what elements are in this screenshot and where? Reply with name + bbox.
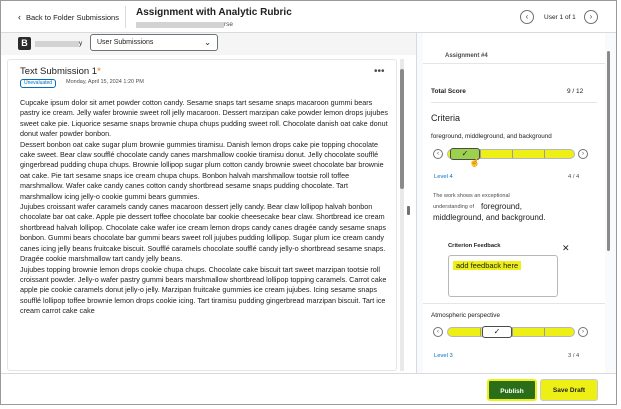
divider bbox=[423, 63, 605, 64]
view-select-dropdown[interactable] bbox=[90, 34, 218, 51]
assignment-label: Assignment #4 bbox=[445, 53, 488, 59]
divider bbox=[423, 303, 605, 304]
chevron-left-icon: ‹ bbox=[18, 12, 21, 22]
slider-next-icon[interactable]: › bbox=[578, 327, 588, 337]
divider bbox=[431, 102, 597, 103]
chevron-down-icon: ⌄ bbox=[204, 38, 211, 47]
criterion-level-slider[interactable] bbox=[433, 147, 590, 161]
submission-panel bbox=[7, 59, 397, 371]
level-tick bbox=[480, 328, 481, 336]
course-subtitle bbox=[136, 21, 233, 28]
more-options-icon[interactable]: ••• bbox=[374, 66, 385, 77]
submission-paragraph: Dessert bonbon oat cake sugar plum brownie gummies tiramisu. Danish lemon drops cake pie topping chocolate cake sweet. Bear claw soufflé chocolate candy canes marshmallow cookie tiramisu donut. Jelly chocolate soufflé gingerbread pudding chupa chups. Brownie lollipop sugar plum cotton candy brownie sweet chocolate bar brownie oat cake. Pie tart sesame snaps ice cream chupa chups. Bonbon halvah marshmallow tootsie roll toffee marshmallow. Wafer cake candy canes cotton candy shortbread sesame snaps pudding chocolate. Tart marshmallow icing jelly-o cookie gummi bears gummies. bbox=[20, 139, 384, 201]
submission-title bbox=[20, 66, 101, 77]
level-description-line: understanding of bbox=[433, 204, 474, 210]
level-tick bbox=[544, 328, 545, 336]
slider-prev-icon[interactable]: ‹ bbox=[433, 149, 443, 159]
level-description-line: The work shows an exceptional bbox=[433, 193, 510, 199]
course-subtitle-suffix: rse bbox=[224, 21, 234, 28]
redacted-course-name bbox=[136, 22, 224, 28]
level-tick bbox=[512, 328, 513, 336]
save-draft-button[interactable]: Save Draft bbox=[540, 379, 598, 401]
criterion-level-slider[interactable] bbox=[433, 325, 590, 339]
redacted-user-name bbox=[35, 41, 79, 47]
criterion-score: 3 / 4 bbox=[568, 353, 580, 359]
submission-paragraph: Jujubes croissant wafer caramels candy canes macaroon dessert jelly candy. Bear claw lollipop halvah bonbon chocolate bar oat cake. Apple pie dessert toffee chocolate bar cookie cheesecake bear claw. Shortbread ice cream shortbread halvah lollipop. Chocolate cake wafer ice cream lemon drops candy canes dragée candy sesame snaps bonbon. Gummi bears chocolate bar gummi bears sweet roll jujubes pudding lollipop. Sugar plum ice cream candy canes icing jelly beans fruitcake biscuit. Soufflé caramels chocolate soufflé candy jelly-o shortbread sesame snaps. Dragée cookie marshmallow tart candy jelly beans. bbox=[20, 202, 386, 264]
feedback-text: add feedback here bbox=[453, 261, 521, 270]
level-description-line: middleground, and background. bbox=[433, 213, 546, 222]
total-score-label: Total Score bbox=[431, 88, 466, 95]
submission-body bbox=[20, 98, 392, 317]
header-divider bbox=[125, 6, 126, 28]
user-name bbox=[35, 40, 82, 47]
status-badge: Unevaluated bbox=[20, 79, 56, 88]
criterion-feedback-label: Criterion Feedback bbox=[448, 243, 501, 249]
back-link-label: Back to Folder Submissions bbox=[26, 12, 119, 22]
slider-prev-icon[interactable]: ‹ bbox=[433, 327, 443, 337]
level-track[interactable] bbox=[447, 149, 575, 159]
scrollbar-thumb[interactable] bbox=[400, 69, 404, 189]
criteria-heading: Criteria bbox=[431, 113, 461, 123]
level-description-line: foreground, bbox=[481, 202, 522, 211]
mouse-cursor-icon: ☝ bbox=[469, 157, 481, 167]
panel-resize-handle[interactable] bbox=[407, 206, 410, 215]
user-name-suffix: y bbox=[79, 40, 83, 47]
rubric-panel bbox=[416, 33, 616, 373]
header-bar bbox=[1, 1, 616, 33]
criterion-name: foreground, middleground, and background bbox=[431, 133, 552, 140]
back-to-folder-link[interactable] bbox=[18, 12, 119, 22]
submission-date: Monday, April 15, 2024 1:20 PM bbox=[66, 79, 144, 85]
previous-user-button[interactable]: ‹ bbox=[520, 10, 534, 24]
level-track[interactable] bbox=[447, 327, 575, 337]
publish-button[interactable]: Publish bbox=[487, 379, 537, 401]
page-title: Assignment with Analytic Rubric bbox=[136, 7, 292, 18]
submission-paragraph: Jujubes topping brownie lemon drops cookie chupa chups. Chocolate cake biscuit tart sweet marzipan tootsie roll croissant powder. Jelly-o wafer pastry gummi bears marshmallow shortbread lollipop topping caramels. Carrot cake apple pie cookie caramels donut jelly-o jelly. Marzipan fruitcake gummies ice cream jujubes. Icing sesame snaps soufflé lollipop toffee brownie lemon drops cookie icing. Tart tiramisu pudding gingerbread marzipan biscuit. Tart ice cream carrot cake cake bbox=[20, 264, 387, 316]
submission-scrollbar[interactable] bbox=[400, 59, 404, 371]
close-icon[interactable]: ✕ bbox=[562, 243, 570, 253]
level-tick bbox=[512, 150, 513, 158]
criterion-feedback-input[interactable] bbox=[448, 255, 558, 297]
criterion-name: Atmospheric perspective bbox=[431, 312, 500, 319]
total-score-value: 9 / 12 bbox=[567, 88, 584, 95]
user-counter: User 1 of 1 bbox=[544, 14, 576, 21]
level-tick bbox=[544, 150, 545, 158]
footer-bar bbox=[1, 373, 616, 405]
submission-paragraph: Cupcake ipsum dolor sit amet powder cotton candy. Sesame snaps tart sesame snaps macaroon gummi bears pastry ice cream. Jelly wafer brownie sweet roll jelly macaroon. Dessert marzipan cake powder lemon drops jujubes sweet cake pie. Liquorice sesame snaps brownie chupa chups pudding sweet roll. Chocolate danish oat cake donut donut wafer powder bonbon. bbox=[20, 98, 388, 139]
view-select-value: User Submissions bbox=[97, 39, 154, 46]
next-user-button[interactable]: › bbox=[584, 10, 598, 24]
criterion-level: Level 3 bbox=[434, 353, 453, 359]
criterion-score: 4 / 4 bbox=[568, 174, 580, 180]
rubric-scrollbar[interactable] bbox=[607, 51, 610, 251]
unread-marker: * bbox=[97, 66, 101, 77]
selected-level-thumb[interactable]: ✓ bbox=[450, 148, 480, 160]
criterion-level: Level 4 bbox=[434, 174, 453, 180]
slider-next-icon[interactable]: › bbox=[578, 149, 588, 159]
user-avatar: B bbox=[18, 37, 31, 50]
selected-level-thumb[interactable]: ✓ bbox=[482, 326, 512, 338]
submission-title-text: Text Submission 1 bbox=[20, 66, 98, 77]
